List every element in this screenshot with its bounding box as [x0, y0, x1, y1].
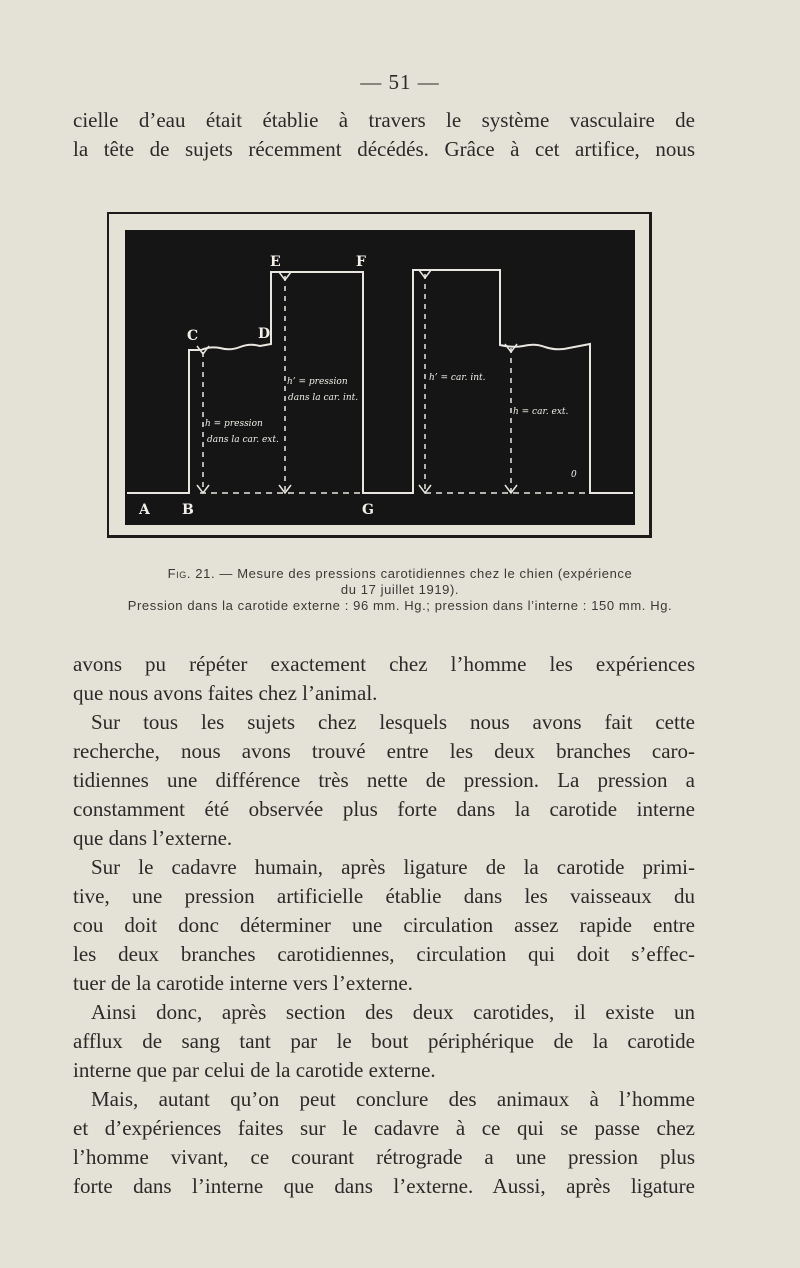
text-line: constamment été observée plus forte dans la carotide interne	[73, 797, 695, 821]
text-line: Mais, autant qu’on peut conclure des animaux à l’homme	[91, 1087, 695, 1111]
text-line: Sur tous les sujets chez lesquels nous avons fait cette	[91, 710, 695, 734]
annotation-left-outer-2: dans la car. int.	[288, 393, 359, 403]
figure-background	[125, 230, 635, 525]
annotation-left-inner-2: dans la car. ext.	[207, 435, 279, 445]
point-label-a: A	[139, 502, 150, 518]
page-number: — 51 —	[360, 70, 440, 94]
pressure-tracing-figure	[125, 230, 635, 525]
text-line: avons pu répéter exactement chez l’homme les expériences	[73, 652, 695, 676]
text-line: et d’expériences faites sur le cadavre à ce qui se passe chez	[73, 1116, 695, 1140]
figure-caption	[60, 566, 740, 614]
text-line: interne que par celui de la carotide externe.	[73, 1058, 436, 1082]
body-paragraph-1	[73, 650, 695, 708]
text-line: cou doit donc déterminer une circulation assez rapide entre	[73, 913, 695, 937]
point-label-e: E	[270, 254, 281, 270]
figure-label: Fig. 21.	[167, 566, 216, 581]
caption-line	[60, 566, 740, 582]
point-label-b: B	[182, 502, 194, 518]
caption-text: — Mesure des pressions carotidiennes chez le chien (expérience	[219, 566, 633, 581]
text-line: tuer de la carotide interne vers l’externe.	[73, 971, 413, 995]
text-line: Sur le cadavre humain, après ligature de la carotide primi-	[91, 855, 695, 879]
top-paragraph	[73, 106, 695, 164]
text-line: la tête de sujets récemment décédés. Grâce à cet artifice, nous	[73, 137, 695, 161]
caption-line: du 17 juillet 1919).	[340, 582, 460, 597]
text-line: l’homme vivant, ce courant rétrograde a une pression plus	[73, 1145, 695, 1169]
text-line: afflux de sang tant par le bout périphérique de la carotide	[73, 1029, 695, 1053]
text-line: que nous avons faites chez l’animal.	[73, 681, 378, 705]
annotation-left-outer-1: h’ = pression	[287, 377, 348, 387]
annotation-right-mark: 0	[571, 470, 577, 480]
annotation-left-inner-1: h = pression	[205, 419, 263, 429]
point-label-f: F	[356, 254, 366, 270]
point-label-d: D	[258, 326, 271, 342]
caption-line: Pression dans la carotide externe : 96 mm. Hg.; pression dans l’interne : 150 mm. Hg.	[127, 598, 673, 613]
text-line: tive, une pression artificielle établie dans les vaisseaux du	[73, 884, 695, 908]
body-paragraph-3	[73, 853, 695, 998]
annotation-right-outer: h = car. ext.	[513, 407, 569, 417]
annotation-right-inner: h’ = car. int.	[429, 373, 486, 383]
text-line: que dans l’externe.	[73, 826, 233, 850]
text-line: recherche, nous avons trouvé entre les deux branches caro-	[73, 739, 695, 763]
text-line: tidiennes une différence très nette de pression. La pression a	[73, 768, 695, 792]
text-line: cielle d’eau était établie à travers le système vasculaire de	[73, 108, 695, 132]
text-line: Ainsi donc, après section des deux carotides, il existe un	[91, 1000, 695, 1024]
text-line: forte dans l’interne que dans l’externe. Aussi, après ligature	[73, 1174, 695, 1198]
point-label-c: C	[187, 328, 199, 344]
body-paragraph-5	[73, 1085, 695, 1201]
point-label-g: G	[362, 502, 374, 518]
body-paragraph-4	[73, 998, 695, 1085]
text-line: les deux branches carotidiennes, circulation qui doit s’effec-	[73, 942, 695, 966]
body-paragraph-2	[73, 708, 695, 853]
